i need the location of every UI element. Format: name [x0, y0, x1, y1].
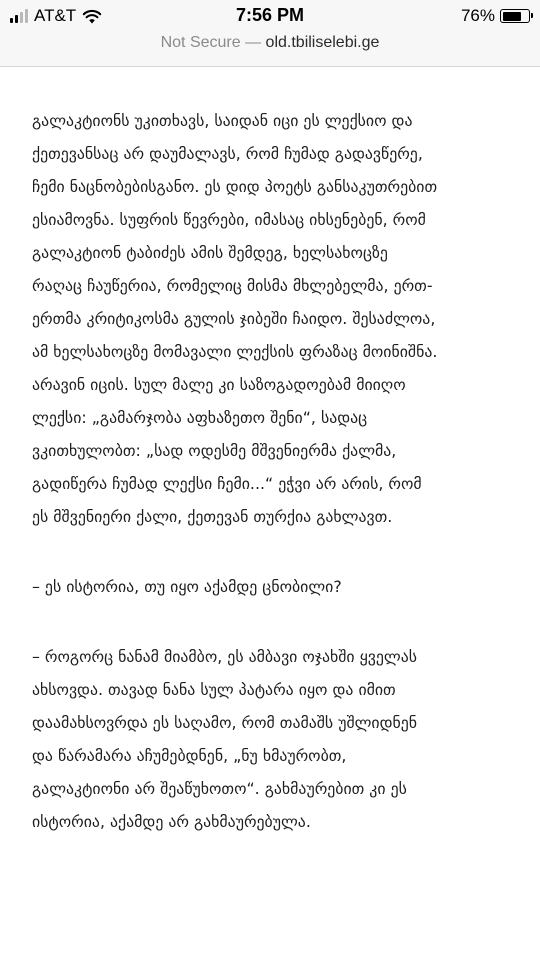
url-domain: old.tbiliselebi.ge — [265, 34, 380, 51]
battery-percentage: 76% — [460, 6, 495, 25]
article-text-line: გალაკტიონი არ შეაწუხოთო“. გახმაურებით კი ეს — [32, 779, 407, 798]
article-text-line: და წარამარა აჩუმებდნენ, „ნუ ხმაურობთ, — [32, 746, 347, 765]
article-text-line: გადიწერა ჩუმად ლექსი ჩემი...“ ეჭვი არ არის, რომ — [32, 474, 422, 493]
address-bar[interactable] — [0, 32, 540, 67]
article-text-line: ვკითხულობთ: „სად ოდესმე მშვენიერმა ქალმა, — [32, 441, 397, 460]
clock-time: 7:56 PM — [235, 5, 305, 25]
article-text-line: ისტორია, აქამდე არ გახმაურებულა. — [32, 812, 311, 831]
security-status-label: Not Secure — [160, 34, 241, 51]
article-paragraph — [32, 570, 510, 603]
article-text-line: – როგორც ნანამ მიამბო, ეს ამბავი ოჯახში ყველას — [32, 647, 417, 666]
article-text-line: ქეთევანსაც არ დაუმალავს, რომ ჩუმად გადავწერე, — [32, 144, 423, 163]
article-body — [32, 104, 510, 875]
article-text-line: რაღაც ჩაუწერია, რომელიც მისმა მხლებელმა, ერთ- — [32, 276, 433, 295]
battery-icon — [500, 9, 530, 23]
carrier-name: AT&T — [34, 6, 77, 25]
status-right — [461, 6, 530, 26]
status-bar — [0, 0, 540, 32]
article-text-line: დაამახსოვრდა ეს საღამო, რომ თამაშს უშლიდნენ — [32, 713, 418, 732]
article-text-line: – ეს ისტორია, თუ იყო აქამდე ცნობილი? — [32, 577, 342, 596]
article-paragraph — [32, 104, 510, 533]
article-text-line: ამ ხელსახოცზე მომავალი ლექსის ფრაზაც მოინიშნა. — [32, 342, 438, 361]
article-paragraph — [32, 640, 510, 838]
battery-level-fill — [503, 12, 521, 21]
article-text-line: ესიამოვნა. სუფრის წევრები, იმასაც იხსენებენ, რომ — [32, 210, 426, 229]
article-text-line: ჩემი ნაცნობებისგანო. ეს დიდ პოეტს განსაკუთრებით — [32, 177, 438, 196]
article-text-line: ერთმა კრიტიკოსმა გულის ჯიბეში ჩაიდო. შესაძლოა, — [32, 309, 436, 328]
article-text-line: არავინ იცის. სულ მალე კი საზოგადოებამ მიიღო — [32, 375, 406, 394]
article-text-line: ლექსი: „გამარჯობა აფხაზეთო შენი“, სადაც — [32, 408, 368, 427]
url-separator: — — [245, 34, 262, 51]
article-text-line: ეს მშვენიერი ქალი, ქეთევან თურქია გახლავთ. — [32, 507, 393, 526]
article-text-line: გალაკტიონ ტაბიძეს ამის შემდეგ, ხელსახოცზე — [32, 243, 388, 262]
article-text-line: ახსოვდა. თავად ნანა სულ პატარა იყო და იმით — [32, 680, 396, 699]
article-text-line: გალაკტიონს უკითხავს, საიდან იცი ეს ლექსიო და — [32, 111, 413, 130]
